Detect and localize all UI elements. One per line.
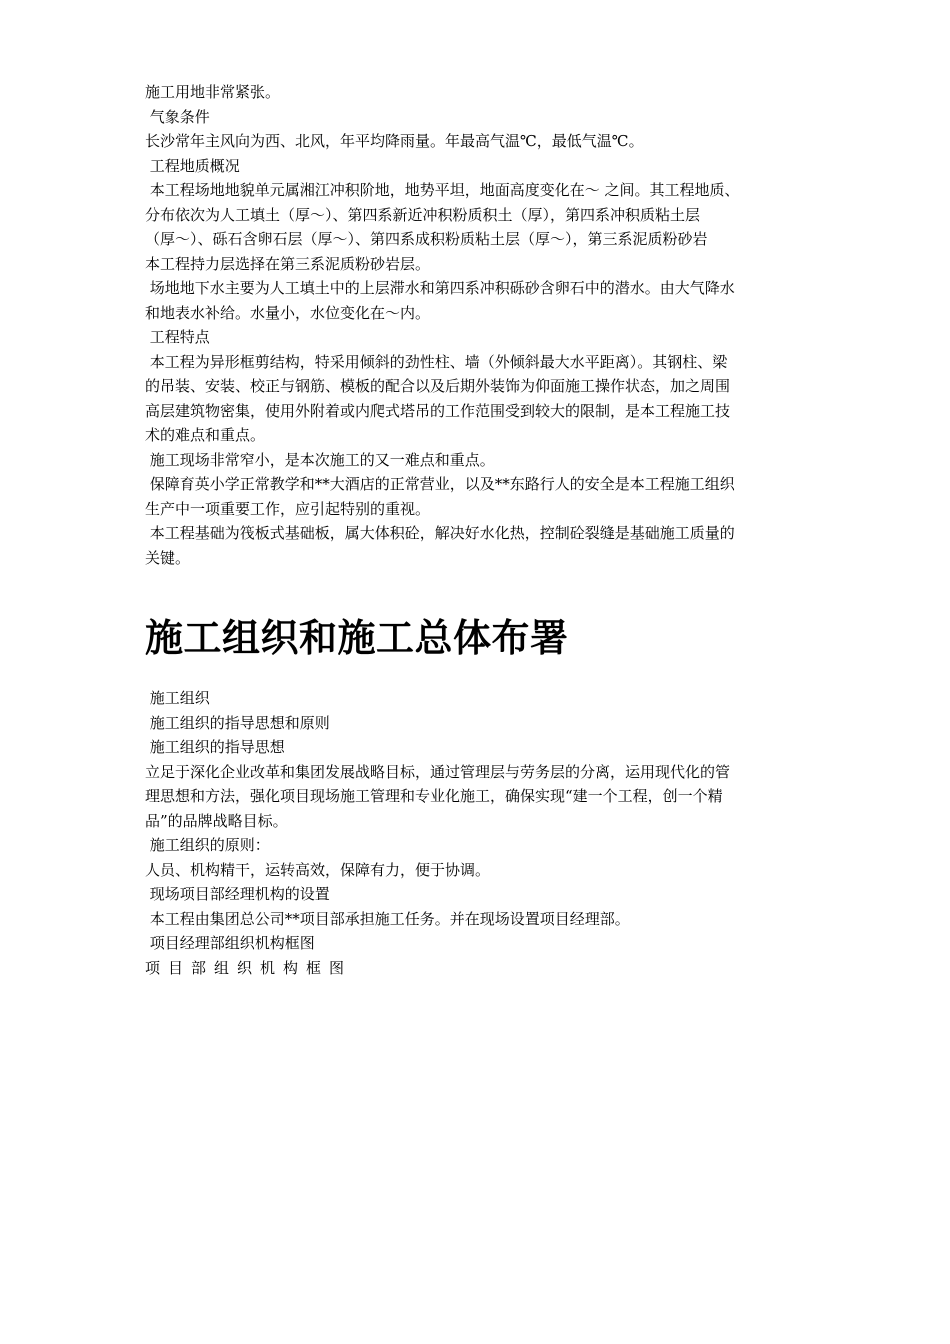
text-line: 场地地下水主要为人工填土中的上层滞水和第四系冲积砾砂含卵石中的潜水。由大气降水 [145, 279, 735, 297]
text-line: 施工组织的原则： [145, 836, 270, 854]
text-line: 和地表水补给。水量小，水位变化在～内。 [145, 303, 431, 322]
text-line: 现场项目部经理机构的设置 [145, 885, 330, 903]
text-line: 保障育英小学正常教学和**大酒店的正常营业，以及**东路行人的安全是本工程施工组织 [145, 475, 735, 493]
spacer [145, 570, 813, 614]
text-line: 本工程持力层选择在第三系泥质粉砂岩层。 [145, 254, 431, 273]
text-line: 长沙常年主风向为西、北风，年平均降雨量。年最高气温℃，最低气温℃。 [145, 132, 644, 150]
text-line: 本工程场地地貌单元属湘江冲积阶地，地势平坦，地面高度变化在～ 之间。其工程地质、 [145, 181, 740, 199]
text-line: （厚～）、砾石含卵石层（厚～）、第四系成积粉质粘土层（厚～），第三系泥质粉砂岩 [145, 230, 708, 248]
section-project-overview [145, 80, 813, 570]
text-line: 术的难点和重点。 [145, 426, 266, 444]
text-line: 高层建筑物密集，使用外附着或内爬式塔吊的工作范围受到较大的限制，是本工程施工技 [145, 401, 731, 420]
text-line: 工程特点 [145, 328, 210, 346]
text-line: 分布依次为人工填土（厚～）、第四系新近冲积粉质积土（厚），第四系冲积质粘土层 [145, 205, 701, 224]
spacer [145, 662, 813, 686]
text-line: 理思想和方法，强化项目现场施工管理和专业化施工，确保实现“建一个工程，创一个精 [145, 787, 723, 805]
document-page [145, 80, 813, 980]
text-line: 气象条件 [145, 107, 210, 126]
text-line: 施工现场非常窄小，是本次施工的又一难点和重点。 [145, 450, 495, 469]
text-line: 生产中一项重要工作，应引起特别的重视。 [145, 499, 431, 518]
text-line: 关键。 [145, 548, 191, 567]
text-line: 施工用地非常紧张。 [145, 83, 281, 101]
text-line: 工程地质概况 [145, 156, 240, 175]
text-line: 施工组织 [145, 689, 210, 707]
text-line: 的吊装、安装、校正与钢筋、模板的配合以及后期外装饰为仰面施工操作状态，加之周围 [145, 377, 731, 395]
org-chart-caption: 项目部组织机构框图 [145, 958, 353, 977]
text-line: 本工程由集团总公司**项目部承担施工任务。并在现场设置项目经理部。 [145, 909, 630, 928]
text-line: 施工组织的指导思想 [145, 738, 285, 756]
text-line: 施工组织的指导思想和原则 [145, 713, 330, 732]
text-line: 本工程基础为筏板式基础板，属大体积砼，解决好水化热，控制砼裂缝是基础施工质量的 [145, 524, 735, 542]
section-heading: 施工组织和施工总体布署 [145, 615, 569, 660]
text-line: 品”的品牌战略目标。 [145, 811, 288, 830]
text-line: 人员、机构精干，运转高效，保障有力，便于协调。 [145, 860, 491, 879]
text-line: 项目经理部组织机构框图 [145, 934, 315, 952]
text-line: 立足于深化企业改革和集团发展战略目标，通过管理层与劳务层的分离，运用现代化的管 [145, 762, 731, 781]
text-line: 本工程为异形框剪结构，特采用倾斜的劲性柱、墙（外倾斜最大水平距离）。其钢柱、梁 [145, 352, 728, 371]
section-construction-organization [145, 686, 813, 980]
